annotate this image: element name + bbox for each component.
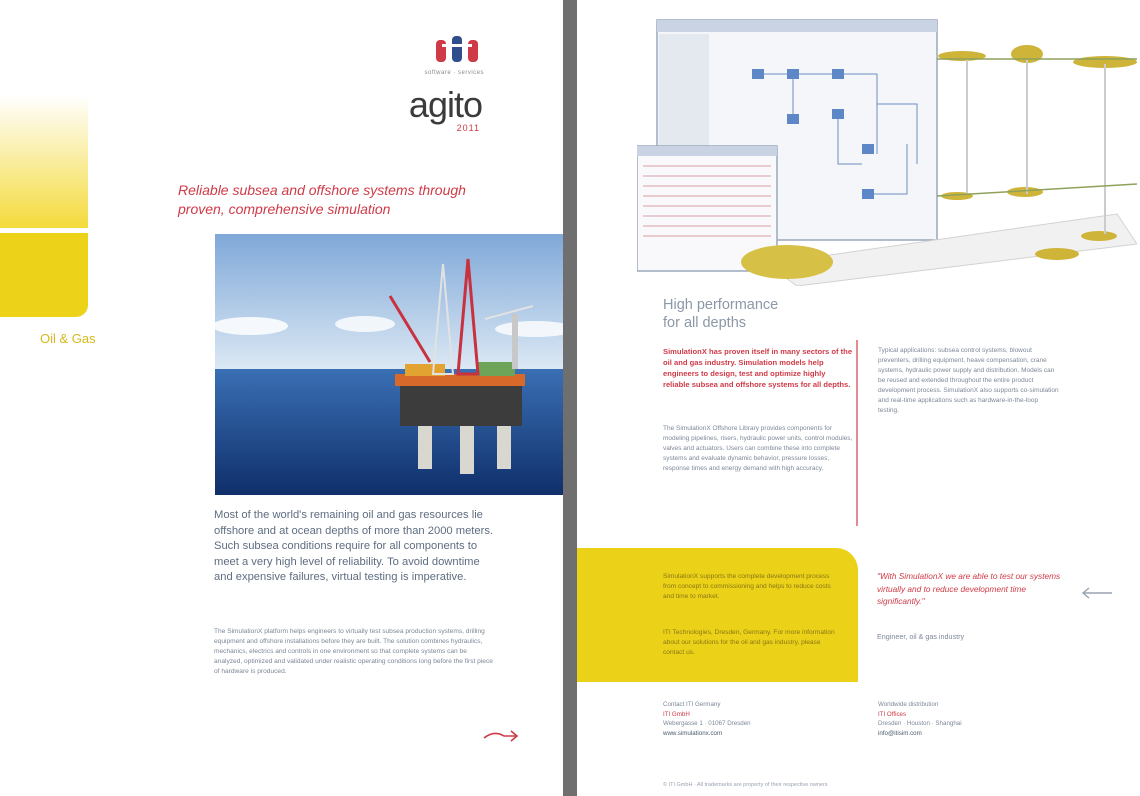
continue-arrow-icon — [1078, 582, 1114, 604]
quote-author: Engineer, oil & gas industry — [877, 632, 965, 641]
logo-tagline: software · services — [424, 70, 484, 76]
contact-heading: Worldwide distribution — [878, 701, 939, 708]
brochure-page-right — [577, 0, 1140, 796]
yellow-tab — [0, 233, 88, 317]
brochure-page-left — [0, 0, 563, 796]
intro-highlight: SimulationX has proven itself in many sectors of the oil and gas industry. Simulation models help engineers to design, test and optimize highly reliable subsea and offshore systems for all depths. — [663, 347, 853, 389]
continue-arrow-icon — [482, 722, 522, 748]
software-screenshot-illustration — [637, 14, 1137, 286]
contact-block-2 — [878, 700, 1063, 738]
info-box-text-2: ITI Technologies, Dresden, Germany. For more information about our solutions for the oil and gas industry, please contact us. — [663, 629, 835, 656]
column-1-body: The SimulationX Offshore Library provides components for modeling pipelines, risers, hydraulic power units, control modules, valves and actuators. Users can combine these into complete systems and evaluate dynamic behavior, pressure losses, response times and energy demand with high accuracy. — [663, 425, 853, 472]
customer-quote: "With SimulationX we are able to test our systems virtually and to reduce development time significantly." — [877, 571, 1061, 606]
lead-paragraph: Most of the world's remaining oil and gas resources lie offshore and at ocean depths of more than 2000 meters. Such subsea conditions require for all components to meet a very high level of reliability. To avoid downtime and expensive failures, virtual testing is imperative. — [214, 509, 494, 583]
section-label: Oil & Gas — [40, 331, 96, 346]
contact-address: Dresden · Houston · Shanghai — [878, 720, 962, 727]
contact-block-1 — [663, 700, 848, 738]
yellow-info-box — [577, 548, 858, 682]
column-divider — [856, 340, 858, 526]
contact-name: ITI GmbH — [663, 710, 690, 718]
contact-web[interactable]: www.simulationx.com — [663, 729, 723, 737]
right-page-title — [663, 296, 913, 332]
body-paragraph: The SimulationX platform helps engineers to virtually test subsea production systems, drilling equipment and offshore installations before they are built. The solution combines hydraulics, mechanics, electrics and controls in one environment so that complete systems can be analyzed, optimized and validated under realistic operating conditions long before the first piece of hardware is produced. — [214, 628, 493, 675]
yellow-gradient-band — [0, 95, 88, 228]
contact-heading: Contact ITI Germany — [663, 701, 721, 708]
contact-email[interactable]: info@itisim.com — [878, 729, 922, 737]
info-box-text-1: SimulationX supports the complete development process from concept to commissioning and helps to reduce costs and time to market. — [663, 573, 831, 600]
contact-address: Webergasse 1 · 01067 Dresden — [663, 720, 751, 727]
headline: Reliable subsea and offshore systems through proven, comprehensive simulation — [178, 182, 466, 217]
iti-logo-icon — [434, 34, 480, 64]
contact-name: ITI Offices — [878, 710, 907, 718]
product-subtitle: 2011 — [456, 123, 480, 133]
footer-legal: © ITI GmbH · All trademarks are property of their respective owners — [663, 782, 828, 788]
column-2-body: Typical applications: subsea control systems, blowout preventers, drilling equipment, heave compensation, crane systems, hydraulic power supply and distribution. Models can be reused and extended throughout the entire product development process. SimulationX also supports co-simulation and real-time applications such as hardware-in-the-loop testing. — [878, 347, 1059, 414]
product-name: agito — [408, 84, 482, 125]
title-line-2: for all depths — [663, 315, 747, 331]
title-line-1: High performance — [663, 297, 779, 313]
offshore-platform-photo — [215, 234, 563, 495]
